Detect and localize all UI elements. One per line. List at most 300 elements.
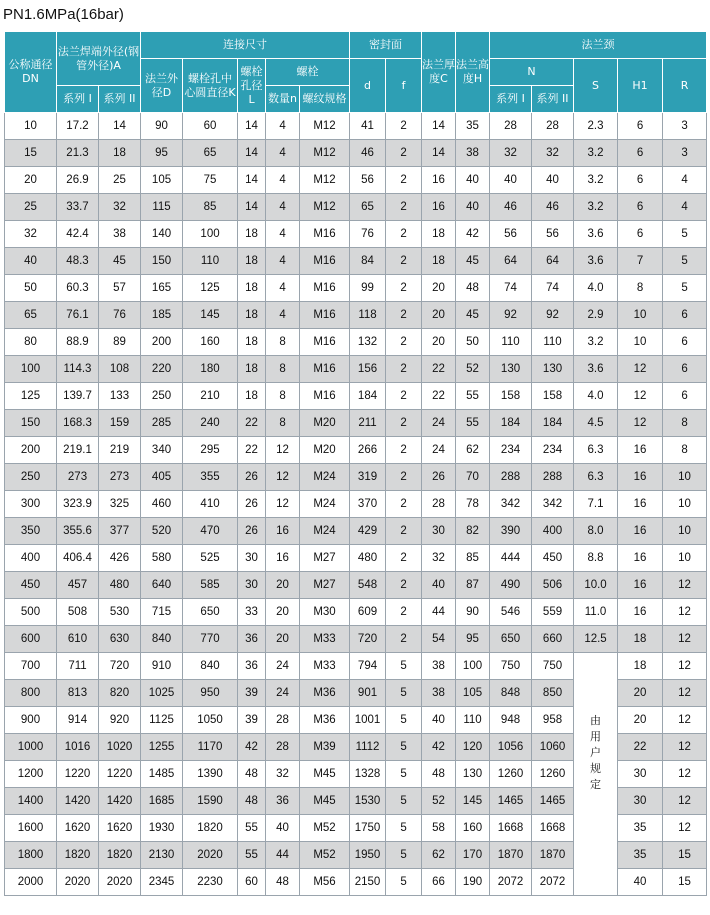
table-header bbox=[5, 32, 707, 113]
cell-bolt-thread: M52 bbox=[300, 815, 350, 842]
cell-bolt-thread: M16 bbox=[300, 356, 350, 383]
cell-a-series1: 2020 bbox=[57, 869, 99, 896]
cell-dn: 250 bbox=[5, 464, 57, 491]
cell-h: 130 bbox=[456, 761, 490, 788]
cell-h1: 20 bbox=[618, 707, 663, 734]
cell-l: 14 bbox=[238, 194, 266, 221]
cell-r: 3 bbox=[663, 113, 707, 140]
cell-n-series2: 2072 bbox=[532, 869, 574, 896]
cell-k: 65 bbox=[183, 140, 238, 167]
cell-a-series1: 26.9 bbox=[57, 167, 99, 194]
cell-dn: 25 bbox=[5, 194, 57, 221]
cell-l: 18 bbox=[238, 248, 266, 275]
cell-h1: 30 bbox=[618, 788, 663, 815]
cell-n-series2: 400 bbox=[532, 518, 574, 545]
cell-seal-d: 1328 bbox=[350, 761, 386, 788]
cell-k: 1590 bbox=[183, 788, 238, 815]
cell-bolt-thread: M36 bbox=[300, 680, 350, 707]
cell-seal-d: 609 bbox=[350, 599, 386, 626]
header-seal-f: f bbox=[386, 59, 422, 113]
cell-a-series2: 530 bbox=[99, 599, 141, 626]
cell-n-series2: 40 bbox=[532, 167, 574, 194]
cell-bolt-thread: M12 bbox=[300, 167, 350, 194]
cell-d-outer: 840 bbox=[141, 626, 183, 653]
cell-n-series1: 948 bbox=[490, 707, 532, 734]
cell-seal-d: 794 bbox=[350, 653, 386, 680]
table-row bbox=[5, 518, 707, 545]
cell-h1: 6 bbox=[618, 140, 663, 167]
cell-bolt-count: 4 bbox=[266, 221, 300, 248]
cell-n-series2: 660 bbox=[532, 626, 574, 653]
cell-n-series1: 342 bbox=[490, 491, 532, 518]
cell-n-series1: 32 bbox=[490, 140, 532, 167]
cell-h: 82 bbox=[456, 518, 490, 545]
cell-bolt-count: 20 bbox=[266, 626, 300, 653]
cell-c: 38 bbox=[422, 653, 456, 680]
cell-k: 2230 bbox=[183, 869, 238, 896]
cell-h: 90 bbox=[456, 599, 490, 626]
cell-n-series2: 64 bbox=[532, 248, 574, 275]
cell-k: 180 bbox=[183, 356, 238, 383]
cell-dn: 400 bbox=[5, 545, 57, 572]
header-n-series1: 系列 I bbox=[490, 86, 532, 113]
cell-dn: 700 bbox=[5, 653, 57, 680]
cell-d-outer: 2130 bbox=[141, 842, 183, 869]
cell-a-series1: 33.7 bbox=[57, 194, 99, 221]
cell-seal-d: 41 bbox=[350, 113, 386, 140]
cell-d-outer: 185 bbox=[141, 302, 183, 329]
cell-a-series2: 57 bbox=[99, 275, 141, 302]
cell-n-series2: 74 bbox=[532, 275, 574, 302]
cell-bolt-count: 28 bbox=[266, 734, 300, 761]
table-row bbox=[5, 167, 707, 194]
cell-h1: 18 bbox=[618, 626, 663, 653]
cell-bolt-thread: M16 bbox=[300, 275, 350, 302]
cell-n-series2: 342 bbox=[532, 491, 574, 518]
cell-bolt-count: 16 bbox=[266, 545, 300, 572]
cell-r: 15 bbox=[663, 869, 707, 896]
cell-h: 52 bbox=[456, 356, 490, 383]
cell-bolt-count: 4 bbox=[266, 194, 300, 221]
cell-a-series1: 610 bbox=[57, 626, 99, 653]
cell-n-series1: 1465 bbox=[490, 788, 532, 815]
cell-r: 12 bbox=[663, 626, 707, 653]
cell-bolt-thread: M27 bbox=[300, 545, 350, 572]
header-bolt-count: 数量n bbox=[266, 86, 300, 113]
cell-c: 26 bbox=[422, 464, 456, 491]
cell-c: 20 bbox=[422, 329, 456, 356]
cell-a-series1: 457 bbox=[57, 572, 99, 599]
cell-n-series1: 130 bbox=[490, 356, 532, 383]
cell-seal-f: 2 bbox=[386, 491, 422, 518]
cell-n-series2: 56 bbox=[532, 221, 574, 248]
cell-s: 3.6 bbox=[574, 221, 618, 248]
cell-bolt-count: 24 bbox=[266, 680, 300, 707]
cell-a-series1: 1420 bbox=[57, 788, 99, 815]
cell-s: 4.5 bbox=[574, 410, 618, 437]
cell-bolt-count: 36 bbox=[266, 788, 300, 815]
cell-seal-f: 5 bbox=[386, 734, 422, 761]
cell-d-outer: 2345 bbox=[141, 869, 183, 896]
cell-h: 105 bbox=[456, 680, 490, 707]
cell-s: 2.9 bbox=[574, 302, 618, 329]
cell-d-outer: 910 bbox=[141, 653, 183, 680]
cell-c: 16 bbox=[422, 194, 456, 221]
table-row bbox=[5, 410, 707, 437]
cell-s: 3.6 bbox=[574, 356, 618, 383]
cell-h: 120 bbox=[456, 734, 490, 761]
cell-s: 4.0 bbox=[574, 275, 618, 302]
cell-h1: 35 bbox=[618, 842, 663, 869]
table-row bbox=[5, 572, 707, 599]
cell-l: 18 bbox=[238, 221, 266, 248]
cell-h: 87 bbox=[456, 572, 490, 599]
cell-s: 6.3 bbox=[574, 437, 618, 464]
cell-dn: 10 bbox=[5, 113, 57, 140]
cell-n-series1: 1260 bbox=[490, 761, 532, 788]
cell-a-series1: 813 bbox=[57, 680, 99, 707]
cell-a-series1: 21.3 bbox=[57, 140, 99, 167]
cell-bolt-thread: M20 bbox=[300, 410, 350, 437]
cell-r: 12 bbox=[663, 761, 707, 788]
cell-a-series2: 820 bbox=[99, 680, 141, 707]
cell-n-series2: 158 bbox=[532, 383, 574, 410]
cell-l: 18 bbox=[238, 302, 266, 329]
cell-n-series1: 92 bbox=[490, 302, 532, 329]
cell-l: 14 bbox=[238, 140, 266, 167]
cell-bolt-count: 8 bbox=[266, 329, 300, 356]
cell-h1: 16 bbox=[618, 518, 663, 545]
header-d-outer: 法兰外径D bbox=[141, 59, 183, 113]
cell-seal-f: 5 bbox=[386, 653, 422, 680]
cell-k: 770 bbox=[183, 626, 238, 653]
header-bolt-thread: 螺纹规格 bbox=[300, 86, 350, 113]
cell-bolt-count: 4 bbox=[266, 275, 300, 302]
cell-a-series2: 133 bbox=[99, 383, 141, 410]
cell-h: 55 bbox=[456, 410, 490, 437]
cell-d-outer: 90 bbox=[141, 113, 183, 140]
cell-dn: 900 bbox=[5, 707, 57, 734]
cell-a-series2: 89 bbox=[99, 329, 141, 356]
cell-n-series2: 130 bbox=[532, 356, 574, 383]
cell-bolt-thread: M16 bbox=[300, 221, 350, 248]
cell-seal-d: 84 bbox=[350, 248, 386, 275]
cell-a-series1: 355.6 bbox=[57, 518, 99, 545]
cell-a-series1: 1220 bbox=[57, 761, 99, 788]
cell-a-series1: 139.7 bbox=[57, 383, 99, 410]
cell-l: 55 bbox=[238, 842, 266, 869]
cell-c: 24 bbox=[422, 410, 456, 437]
cell-h1: 16 bbox=[618, 491, 663, 518]
cell-a-series2: 325 bbox=[99, 491, 141, 518]
cell-s: 10.0 bbox=[574, 572, 618, 599]
cell-dn: 300 bbox=[5, 491, 57, 518]
cell-seal-d: 1530 bbox=[350, 788, 386, 815]
cell-seal-d: 65 bbox=[350, 194, 386, 221]
cell-bolt-thread: M52 bbox=[300, 842, 350, 869]
cell-k: 210 bbox=[183, 383, 238, 410]
cell-r: 15 bbox=[663, 842, 707, 869]
cell-seal-f: 2 bbox=[386, 464, 422, 491]
cell-bolt-thread: M20 bbox=[300, 437, 350, 464]
cell-dn: 50 bbox=[5, 275, 57, 302]
cell-d-outer: 95 bbox=[141, 140, 183, 167]
table-row bbox=[5, 194, 707, 221]
header-h1: H1 bbox=[618, 59, 663, 113]
cell-n-series2: 1260 bbox=[532, 761, 574, 788]
cell-a-series1: 60.3 bbox=[57, 275, 99, 302]
cell-n-series2: 1870 bbox=[532, 842, 574, 869]
cell-r: 6 bbox=[663, 329, 707, 356]
cell-h1: 16 bbox=[618, 599, 663, 626]
cell-h: 160 bbox=[456, 815, 490, 842]
cell-r: 5 bbox=[663, 221, 707, 248]
cell-n-series1: 546 bbox=[490, 599, 532, 626]
cell-d-outer: 285 bbox=[141, 410, 183, 437]
flange-dimension-table bbox=[4, 31, 707, 896]
header-conn-group: 连接尺寸 bbox=[141, 32, 350, 59]
cell-a-series1: 114.3 bbox=[57, 356, 99, 383]
cell-h: 38 bbox=[456, 140, 490, 167]
cell-k: 240 bbox=[183, 410, 238, 437]
cell-c: 58 bbox=[422, 815, 456, 842]
cell-dn: 200 bbox=[5, 437, 57, 464]
header-a-group: 法兰焊端外径(钢管外径)A bbox=[57, 32, 141, 86]
cell-h1: 16 bbox=[618, 572, 663, 599]
cell-bolt-thread: M45 bbox=[300, 761, 350, 788]
cell-r: 4 bbox=[663, 167, 707, 194]
header-k: 螺栓孔中心圆直径K bbox=[183, 59, 238, 113]
cell-a-series1: 1620 bbox=[57, 815, 99, 842]
cell-h: 48 bbox=[456, 275, 490, 302]
cell-k: 1820 bbox=[183, 815, 238, 842]
cell-n-series1: 234 bbox=[490, 437, 532, 464]
cell-dn: 350 bbox=[5, 518, 57, 545]
cell-a-series1: 219.1 bbox=[57, 437, 99, 464]
cell-h: 70 bbox=[456, 464, 490, 491]
cell-l: 39 bbox=[238, 707, 266, 734]
cell-bolt-count: 20 bbox=[266, 599, 300, 626]
cell-r: 12 bbox=[663, 653, 707, 680]
cell-bolt-count: 12 bbox=[266, 437, 300, 464]
cell-h1: 6 bbox=[618, 113, 663, 140]
cell-seal-f: 2 bbox=[386, 248, 422, 275]
cell-seal-f: 2 bbox=[386, 221, 422, 248]
cell-seal-d: 211 bbox=[350, 410, 386, 437]
cell-bolt-thread: M45 bbox=[300, 788, 350, 815]
cell-h: 170 bbox=[456, 842, 490, 869]
cell-d-outer: 1485 bbox=[141, 761, 183, 788]
cell-seal-d: 1112 bbox=[350, 734, 386, 761]
cell-bolt-thread: M33 bbox=[300, 653, 350, 680]
table-row bbox=[5, 545, 707, 572]
cell-c: 44 bbox=[422, 599, 456, 626]
cell-bolt-count: 12 bbox=[266, 464, 300, 491]
cell-a-series1: 273 bbox=[57, 464, 99, 491]
cell-c: 40 bbox=[422, 707, 456, 734]
cell-r: 6 bbox=[663, 302, 707, 329]
table-row bbox=[5, 491, 707, 518]
cell-bolt-count: 40 bbox=[266, 815, 300, 842]
cell-d-outer: 580 bbox=[141, 545, 183, 572]
cell-k: 75 bbox=[183, 167, 238, 194]
cell-l: 30 bbox=[238, 572, 266, 599]
cell-n-series2: 110 bbox=[532, 329, 574, 356]
table-row bbox=[5, 275, 707, 302]
table-row bbox=[5, 113, 707, 140]
cell-seal-d: 99 bbox=[350, 275, 386, 302]
table-row bbox=[5, 599, 707, 626]
cell-c: 22 bbox=[422, 356, 456, 383]
cell-a-series2: 1020 bbox=[99, 734, 141, 761]
cell-a-series2: 108 bbox=[99, 356, 141, 383]
cell-r: 6 bbox=[663, 356, 707, 383]
cell-bolt-count: 4 bbox=[266, 140, 300, 167]
cell-a-series2: 1220 bbox=[99, 761, 141, 788]
cell-a-series1: 48.3 bbox=[57, 248, 99, 275]
cell-c: 30 bbox=[422, 518, 456, 545]
cell-a-series2: 1620 bbox=[99, 815, 141, 842]
cell-c: 20 bbox=[422, 302, 456, 329]
cell-l: 42 bbox=[238, 734, 266, 761]
cell-d-outer: 115 bbox=[141, 194, 183, 221]
cell-l: 33 bbox=[238, 599, 266, 626]
cell-c: 38 bbox=[422, 680, 456, 707]
cell-a-series2: 2020 bbox=[99, 869, 141, 896]
cell-r: 12 bbox=[663, 599, 707, 626]
cell-bolt-count: 8 bbox=[266, 356, 300, 383]
cell-n-series2: 958 bbox=[532, 707, 574, 734]
cell-a-series2: 273 bbox=[99, 464, 141, 491]
cell-d-outer: 1685 bbox=[141, 788, 183, 815]
cell-k: 1050 bbox=[183, 707, 238, 734]
cell-seal-d: 1001 bbox=[350, 707, 386, 734]
cell-dn: 2000 bbox=[5, 869, 57, 896]
cell-dn: 40 bbox=[5, 248, 57, 275]
cell-h1: 10 bbox=[618, 329, 663, 356]
cell-h1: 35 bbox=[618, 815, 663, 842]
cell-seal-d: 1950 bbox=[350, 842, 386, 869]
header-a-series2: 系列 II bbox=[99, 86, 141, 113]
cell-a-series2: 1420 bbox=[99, 788, 141, 815]
table-row bbox=[5, 248, 707, 275]
cell-a-series2: 219 bbox=[99, 437, 141, 464]
cell-bolt-thread: M27 bbox=[300, 572, 350, 599]
cell-n-series1: 390 bbox=[490, 518, 532, 545]
cell-dn: 1800 bbox=[5, 842, 57, 869]
cell-n-series2: 184 bbox=[532, 410, 574, 437]
cell-seal-f: 5 bbox=[386, 707, 422, 734]
cell-s: 2.3 bbox=[574, 113, 618, 140]
cell-bolt-count: 48 bbox=[266, 869, 300, 896]
cell-n-series2: 1668 bbox=[532, 815, 574, 842]
cell-s: 12.5 bbox=[574, 626, 618, 653]
cell-a-series2: 76 bbox=[99, 302, 141, 329]
cell-s-user-defined bbox=[574, 653, 618, 896]
cell-s: 8.8 bbox=[574, 545, 618, 572]
cell-seal-d: 548 bbox=[350, 572, 386, 599]
cell-seal-f: 5 bbox=[386, 842, 422, 869]
header-r: R bbox=[663, 59, 707, 113]
cell-bolt-count: 28 bbox=[266, 707, 300, 734]
cell-l: 14 bbox=[238, 113, 266, 140]
cell-l: 18 bbox=[238, 356, 266, 383]
cell-bolt-count: 4 bbox=[266, 302, 300, 329]
cell-r: 12 bbox=[663, 680, 707, 707]
cell-seal-f: 2 bbox=[386, 518, 422, 545]
cell-a-series1: 88.9 bbox=[57, 329, 99, 356]
cell-l: 26 bbox=[238, 491, 266, 518]
cell-k: 160 bbox=[183, 329, 238, 356]
cell-h1: 12 bbox=[618, 410, 663, 437]
cell-bolt-thread: M39 bbox=[300, 734, 350, 761]
cell-c: 14 bbox=[422, 140, 456, 167]
cell-n-series1: 2072 bbox=[490, 869, 532, 896]
cell-d-outer: 1255 bbox=[141, 734, 183, 761]
cell-s: 8.0 bbox=[574, 518, 618, 545]
cell-h: 50 bbox=[456, 329, 490, 356]
table-row bbox=[5, 437, 707, 464]
cell-d-outer: 200 bbox=[141, 329, 183, 356]
cell-a-series2: 1820 bbox=[99, 842, 141, 869]
cell-h: 40 bbox=[456, 194, 490, 221]
cell-r: 10 bbox=[663, 491, 707, 518]
cell-bolt-count: 44 bbox=[266, 842, 300, 869]
cell-d-outer: 715 bbox=[141, 599, 183, 626]
cell-r: 10 bbox=[663, 518, 707, 545]
cell-n-series1: 1056 bbox=[490, 734, 532, 761]
cell-bolt-thread: M12 bbox=[300, 113, 350, 140]
cell-bolt-count: 16 bbox=[266, 518, 300, 545]
cell-d-outer: 140 bbox=[141, 221, 183, 248]
cell-k: 2020 bbox=[183, 842, 238, 869]
cell-a-series1: 508 bbox=[57, 599, 99, 626]
cell-h: 45 bbox=[456, 248, 490, 275]
cell-c: 52 bbox=[422, 788, 456, 815]
cell-c: 16 bbox=[422, 167, 456, 194]
cell-seal-f: 2 bbox=[386, 194, 422, 221]
cell-s: 6.3 bbox=[574, 464, 618, 491]
cell-h: 35 bbox=[456, 113, 490, 140]
cell-k: 650 bbox=[183, 599, 238, 626]
cell-seal-f: 2 bbox=[386, 140, 422, 167]
cell-bolt-thread: M12 bbox=[300, 194, 350, 221]
cell-seal-d: 319 bbox=[350, 464, 386, 491]
cell-k: 125 bbox=[183, 275, 238, 302]
cell-n-series1: 1668 bbox=[490, 815, 532, 842]
cell-c: 54 bbox=[422, 626, 456, 653]
cell-l: 18 bbox=[238, 329, 266, 356]
cell-k: 1170 bbox=[183, 734, 238, 761]
cell-seal-d: 429 bbox=[350, 518, 386, 545]
cell-dn: 100 bbox=[5, 356, 57, 383]
cell-r: 12 bbox=[663, 815, 707, 842]
cell-seal-f: 5 bbox=[386, 680, 422, 707]
cell-d-outer: 640 bbox=[141, 572, 183, 599]
cell-n-series1: 46 bbox=[490, 194, 532, 221]
cell-d-outer: 1930 bbox=[141, 815, 183, 842]
cell-d-outer: 1125 bbox=[141, 707, 183, 734]
cell-a-series2: 38 bbox=[99, 221, 141, 248]
cell-n-series2: 559 bbox=[532, 599, 574, 626]
cell-a-series2: 630 bbox=[99, 626, 141, 653]
cell-seal-d: 720 bbox=[350, 626, 386, 653]
cell-seal-d: 1750 bbox=[350, 815, 386, 842]
cell-n-series2: 92 bbox=[532, 302, 574, 329]
cell-d-outer: 150 bbox=[141, 248, 183, 275]
cell-l: 26 bbox=[238, 464, 266, 491]
cell-k: 950 bbox=[183, 680, 238, 707]
